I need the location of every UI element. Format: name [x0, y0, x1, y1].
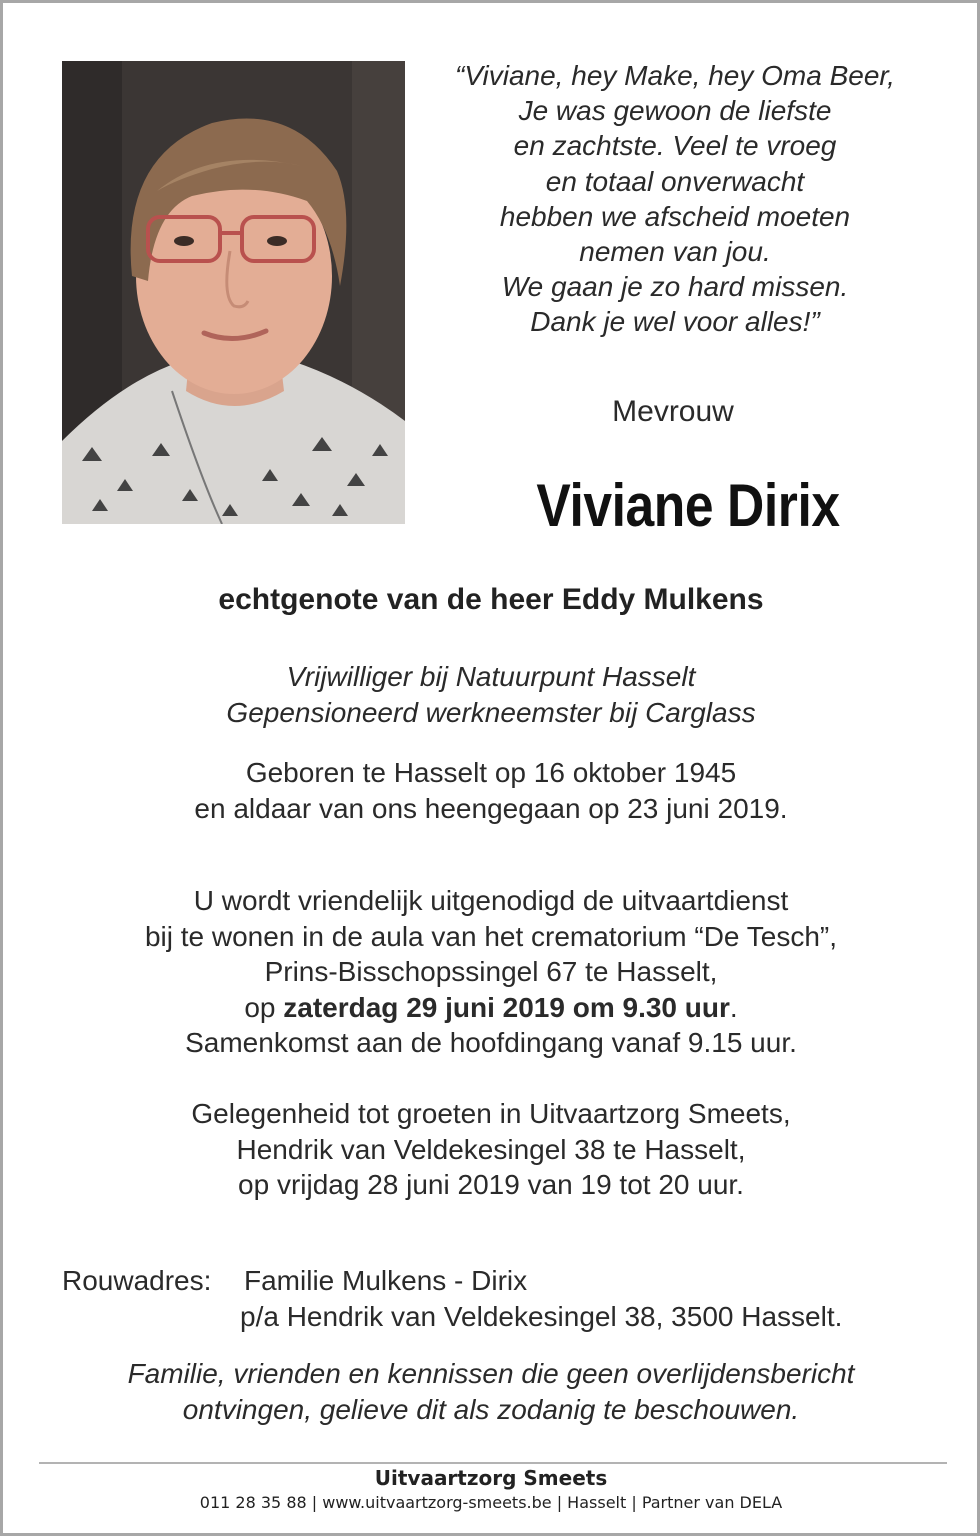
quote-line: We gaan je zo hard missen. [501, 271, 849, 303]
visitation-line: Gelegenheid tot groeten in Uitvaartzorg Smeets, [191, 1098, 791, 1129]
notice-block [3, 1356, 979, 1427]
notice-line: ontvingen, gelieve dit als zodanig te beschouwen. [182, 1393, 800, 1425]
role-line: Gepensioneerd werkneemster bij Carglass [226, 696, 756, 728]
funeral-service-block [3, 883, 979, 1061]
address-street: p/a Hendrik van Veldekesingel 38, 3500 Hasselt. [240, 1301, 843, 1332]
address-family: Familie Mulkens - Dirix [244, 1265, 528, 1296]
role-line: Vrijwilliger bij Natuurpunt Hasselt [286, 661, 696, 692]
visitation-line: Hendrik van Veldekesingel 38 te Hasselt, [236, 1133, 746, 1165]
funeral-home-name: Uitvaartzorg Smeets [374, 1466, 608, 1490]
quote-line: “Viviane, hey Make, hey Oma Beer, [455, 60, 895, 91]
address-label: Rouwadres: [62, 1265, 212, 1296]
address-row [62, 1263, 942, 1299]
footer-divider [39, 1462, 947, 1464]
quote-line: Je was gewoon de liefste [518, 95, 832, 127]
memorial-quote [415, 58, 935, 340]
service-datetime-line [3, 990, 979, 1026]
service-line: Samenkomst aan de hoofdingang vanaf 9.15 uur. [185, 1027, 797, 1058]
quote-line: Dank je wel voor alles!” [530, 306, 820, 338]
funeral-home-contact: 011 28 35 88 | www.uitvaartzorg-smeets.be | Hasselt | Partner van DELA [199, 1493, 783, 1512]
birth-death-block [3, 755, 979, 826]
spouse-line: echtgenote van de heer Eddy Mulkens [218, 583, 764, 616]
birth-line: Geboren te Hasselt op 16 oktober 1945 [245, 757, 737, 788]
service-line: Prins-Bisschopssingel 67 te Hasselt, [264, 956, 718, 987]
death-line: en aldaar van ons heengegaan op 23 juni 2019. [194, 792, 788, 824]
roles-block [3, 659, 979, 730]
portrait-illustration [62, 61, 405, 524]
service-datetime-prefix: op [244, 991, 284, 1023]
quote-line: hebben we afscheid moeten [499, 200, 851, 232]
service-line: bij te wonen in de aula van het crematorium “De Tesch”, [144, 920, 838, 952]
mourning-address [62, 1263, 942, 1335]
honorific-title: Mevrouw [612, 395, 734, 428]
service-datetime-suffix: . [729, 991, 738, 1023]
visitation-block [3, 1096, 979, 1203]
quote-line: en zachtste. Veel te vroeg [513, 130, 837, 162]
portrait-photo [62, 61, 405, 524]
visitation-line: op vrijdag 28 juni 2019 van 19 tot 20 uur. [238, 1169, 744, 1200]
service-datetime: zaterdag 29 juni 2019 om 9.30 uur [283, 991, 730, 1023]
quote-line: nemen van jou. [579, 236, 771, 268]
notice-line: Familie, vrienden en kennissen die geen overlijdensbericht [127, 1358, 855, 1389]
quote-line: en totaal onverwacht [545, 165, 805, 197]
deceased-name: Viviane Dirix [536, 472, 840, 539]
service-line: U wordt vriendelijk uitgenodigd de uitvaartdienst [193, 885, 789, 916]
